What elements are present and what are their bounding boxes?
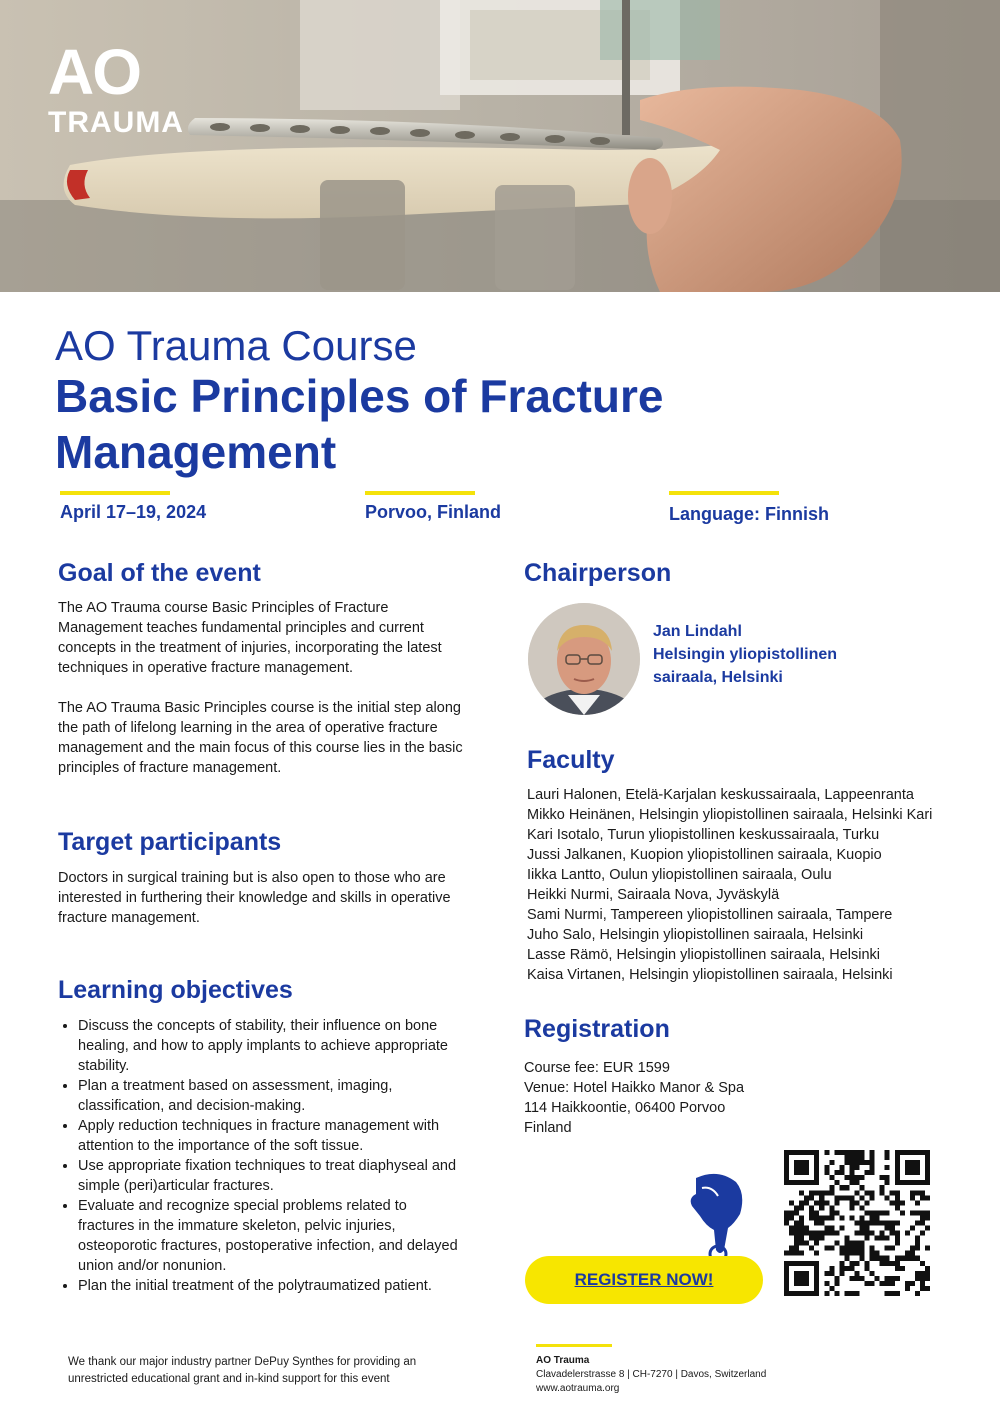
sponsor-thanks xyxy=(68,1354,416,1388)
course-date: April 17–19, 2024 xyxy=(60,502,207,522)
logo-ao: AO xyxy=(48,36,140,108)
list-item: Mikko Heinänen, Helsingin yliopistollinen sairaala, Helsinki Kari xyxy=(527,807,933,823)
org-name: AO Trauma xyxy=(536,1355,590,1366)
pointing-hand-icon xyxy=(688,1172,750,1264)
list-item: • Evaluate and recognize special problems related to fractures in the immature skeleton, pelvic injuries, osteoporotic fractures, postoperative infection, and delayed union and/or nonunion. xyxy=(78,1196,458,1276)
chair-heading: Chairperson xyxy=(524,559,672,587)
course-type-title: AO Trauma Course xyxy=(55,322,417,369)
portrait-illustration xyxy=(528,603,640,715)
faculty-heading: Faculty xyxy=(527,746,615,774)
list-item: Jussi Jalkanen, Kuopion yliopistollinen sairaala, Kuopio xyxy=(527,847,882,863)
registration-heading: Registration xyxy=(524,1015,670,1043)
ao-trauma-logo xyxy=(48,36,184,139)
list-item: Sami Nurmi, Tampereen yliopistollinen sairaala, Tampere xyxy=(527,907,893,923)
course-language: Language: Finnish xyxy=(669,504,829,524)
course-location: Porvoo, Finland xyxy=(365,502,502,522)
faculty-list xyxy=(527,785,932,985)
target-heading: Target participants xyxy=(58,828,282,856)
register-now-button[interactable] xyxy=(525,1256,763,1304)
venue-address: 114 Haikkoontie, 06400 Porvoo xyxy=(524,1100,726,1116)
objectives-list xyxy=(58,1016,458,1296)
list-item: • Use appropriate fixation techniques to treat diaphyseal and simple (peri)articular fractures. xyxy=(78,1156,458,1196)
list-item: • Discuss the concepts of stability, their influence on bone healing, and how to apply implants to achieve appropriate stability. xyxy=(78,1016,458,1076)
list-item: • Plan the initial treatment of the polytraumatized patient. xyxy=(78,1276,458,1296)
org-address: Clavadelerstrasse 8 | CH-7270 | Davos, Switzerland xyxy=(536,1369,767,1380)
chair-info xyxy=(653,620,837,689)
logo-trauma: TRAUMA xyxy=(48,106,184,139)
course-title: Basic Principles of Fracture Management xyxy=(55,370,664,478)
hero-photo xyxy=(0,0,1000,292)
venue: Venue: Hotel Haikko Manor & Spa xyxy=(524,1080,745,1096)
list-item: Iikka Lantto, Oulun yliopistollinen sairaala, Oulu xyxy=(527,867,832,883)
list-item: Juho Salo, Helsingin yliopistollinen sairaala, Helsinki xyxy=(527,927,864,943)
goal-paragraph-1: The AO Trauma course Basic Principles of Fracture Management teaches fundamental principles and current concepts in the treatment of injuries, incorporating the latest techniques in operative fracture management. xyxy=(58,600,442,676)
qr-modules xyxy=(784,1150,930,1296)
footer-accent-bar xyxy=(536,1344,612,1347)
chair-avatar xyxy=(528,603,640,715)
chair-affiliation-2: sairaala, Helsinki xyxy=(653,669,783,686)
goal-heading: Goal of the event xyxy=(58,559,261,587)
register-now-label: REGISTER NOW! xyxy=(574,1270,714,1289)
chair-name: Jan Lindahl xyxy=(653,623,742,640)
org-info xyxy=(536,1354,766,1396)
target-text: Doctors in surgical training but is also open to those who are interested in furthering their knowledge and skills in operative fracture management. xyxy=(58,870,451,926)
language-accent-bar xyxy=(669,491,779,495)
date-accent-bar xyxy=(60,491,170,495)
org-website[interactable]: www.aotrauma.org xyxy=(536,1383,620,1394)
registration-qr-code[interactable] xyxy=(784,1150,930,1296)
objectives-heading: Learning objectives xyxy=(58,976,293,1004)
list-item: Heikki Nurmi, Sairaala Nova, Jyväskylä xyxy=(527,887,780,903)
venue-country: Finland xyxy=(524,1120,572,1136)
list-item: Lauri Halonen, Etelä-Karjalan keskussairaala, Lappeenranta xyxy=(527,787,914,803)
goal-paragraph-2: The AO Trauma Basic Principles course is the initial step along the path of lifelong learning in the area of operative fracture management and the main focus of this course lies in the basic principles of fracture management. xyxy=(58,700,463,776)
sponsor-thanks-line-1: We thank our major industry partner DePuy Synthes for providing an xyxy=(68,1356,417,1368)
list-item: • Apply reduction techniques in fracture management with attention to the importance of the soft tissue. xyxy=(78,1116,458,1156)
course-fee: Course fee: EUR 1599 xyxy=(524,1060,670,1076)
list-item: Lasse Rämö, Helsingin yliopistollinen sairaala, Helsinki xyxy=(527,947,880,963)
chair-affiliation-1: Helsingin yliopistollinen xyxy=(653,646,838,663)
registration-details xyxy=(524,1058,784,1138)
sponsor-thanks-line-2: unrestricted educational grant and in-kind support for this event xyxy=(68,1373,390,1385)
list-item: • Plan a treatment based on assessment, imaging, classification, and decision-making. xyxy=(78,1076,458,1116)
location-accent-bar xyxy=(365,491,475,495)
list-item: Kari Isotalo, Turun yliopistollinen keskussairaala, Turku xyxy=(527,827,880,843)
list-item: Kaisa Virtanen, Helsingin yliopistollinen sairaala, Helsinki xyxy=(527,967,893,983)
